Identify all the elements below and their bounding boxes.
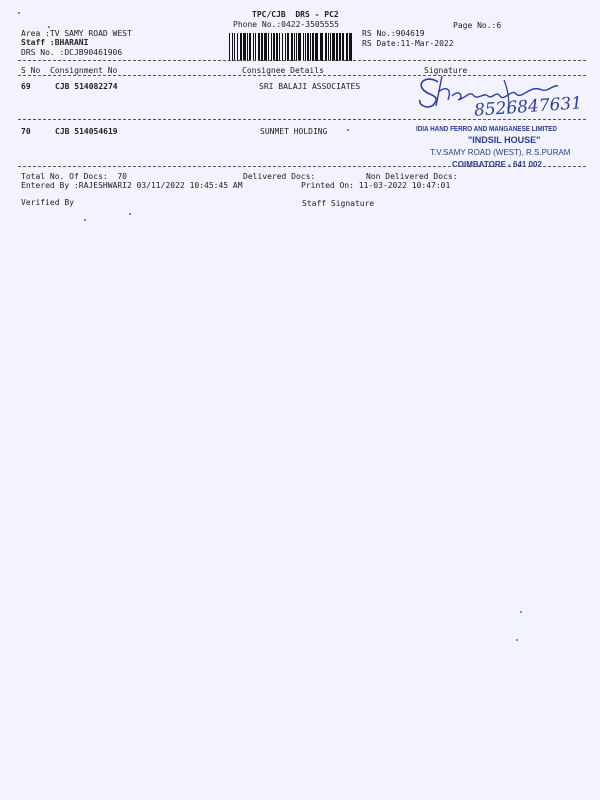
barcode-bar [298, 33, 301, 61]
row-consignee: SRI BALAJI ASSOCIATES [259, 82, 361, 91]
barcode-bar [287, 33, 289, 61]
row-sno: 69 [21, 82, 31, 91]
scan-speck [516, 639, 518, 641]
divider [18, 119, 586, 120]
handwritten-phone: 8526847631 [473, 93, 583, 121]
stamp-city: COIMBATORE - 641 002 [452, 160, 542, 169]
barcode-bar [237, 33, 238, 61]
stamp-house: "INDSIL HOUSE" [468, 135, 541, 145]
area-label: Area :TV SAMY ROAD WEST [21, 29, 132, 38]
rs-number: RS No.:904619 [362, 29, 425, 38]
printed-on: Printed On: 11-03-2022 10:47:01 [301, 181, 451, 190]
barcode-bar [276, 33, 278, 61]
stamp-company: IDIA HAND FERRO AND MANGANESE LIMITED [416, 124, 557, 133]
barcode-bar [328, 33, 329, 61]
barcode-bar [310, 33, 311, 61]
phone-number: Phone No.:0422-3505555 [233, 20, 339, 29]
row-consignment: CJB 514054619 [55, 127, 118, 136]
staff-label: Staff :BHARANI [21, 38, 89, 47]
barcode-bar [240, 33, 242, 61]
barcode-bar [258, 33, 260, 61]
barcode-bar [296, 33, 297, 61]
column-sno: S No [21, 66, 41, 75]
verified-by: Verified By [21, 198, 74, 207]
delivered-docs: Delivered Docs: [243, 172, 316, 181]
scan-speck [18, 12, 20, 14]
barcode-bar [342, 33, 344, 61]
barcode-bar [312, 33, 314, 61]
barcode-bar [273, 33, 275, 61]
barcode-bar [332, 33, 335, 61]
barcode-bar [325, 33, 327, 61]
entered-by: Entered By :RAJESHWARI2 03/11/2022 10:45:45 AM [21, 181, 243, 190]
barcode-bar [253, 33, 254, 61]
document-title: TPC/CJB DRS - PC2 [252, 10, 339, 19]
row-consignee: SUNMET HOLDING [260, 127, 328, 136]
total-docs: Total No. Of Docs: 70 [21, 172, 127, 181]
barcode-bar [305, 33, 306, 61]
barcode [229, 33, 355, 61]
barcode-bar [232, 33, 233, 61]
barcode-bar [279, 33, 280, 61]
scan-speck [84, 219, 86, 221]
barcode-bar [336, 33, 338, 61]
row-consignment: CJB 514082274 [55, 82, 118, 91]
barcode-bar [291, 33, 293, 61]
divider [18, 166, 586, 167]
column-consignee: Consignee Details [242, 66, 324, 75]
column-signature: Signature [424, 66, 468, 75]
barcode-bar [320, 33, 323, 61]
barcode-bar [234, 33, 235, 61]
staff-signature: Staff Signature [302, 199, 375, 208]
barcode-bar [307, 33, 309, 61]
barcode-bar [261, 33, 263, 61]
barcode-bar [330, 33, 331, 61]
scan-speck [347, 129, 349, 131]
barcode-bar [249, 33, 251, 61]
scan-speck [48, 26, 50, 28]
barcode-bar [285, 33, 286, 61]
stamp-address: T.V.SAMY ROAD (WEST), R.S.PURAM [430, 148, 571, 157]
row-sno: 70 [21, 127, 31, 136]
rs-date: RS Date:11-Mar-2022 [362, 39, 454, 48]
barcode-bar [303, 33, 304, 61]
non-delivered-docs: Non Delivered Docs: [366, 172, 458, 181]
barcode-bar [315, 33, 318, 61]
barcode-bar [247, 33, 248, 61]
barcode-bar [255, 33, 256, 61]
barcode-bar [268, 33, 269, 61]
barcode-bar [271, 33, 272, 61]
scan-speck [129, 213, 131, 215]
barcode-bar [229, 33, 230, 61]
barcode-bar [294, 33, 295, 61]
barcode-bar [339, 33, 341, 61]
divider [18, 60, 586, 61]
barcode-bar [264, 33, 267, 61]
scan-speck [520, 611, 522, 613]
drs-number: DRS No. :DCJB90461906 [21, 48, 123, 57]
column-consignment: Consignment No [50, 66, 118, 75]
page-number: Page No.:6 [453, 21, 502, 30]
barcode-bar [346, 33, 348, 61]
barcode-bar [282, 33, 283, 61]
barcode-bar [243, 33, 246, 61]
barcode-bar [349, 33, 352, 61]
